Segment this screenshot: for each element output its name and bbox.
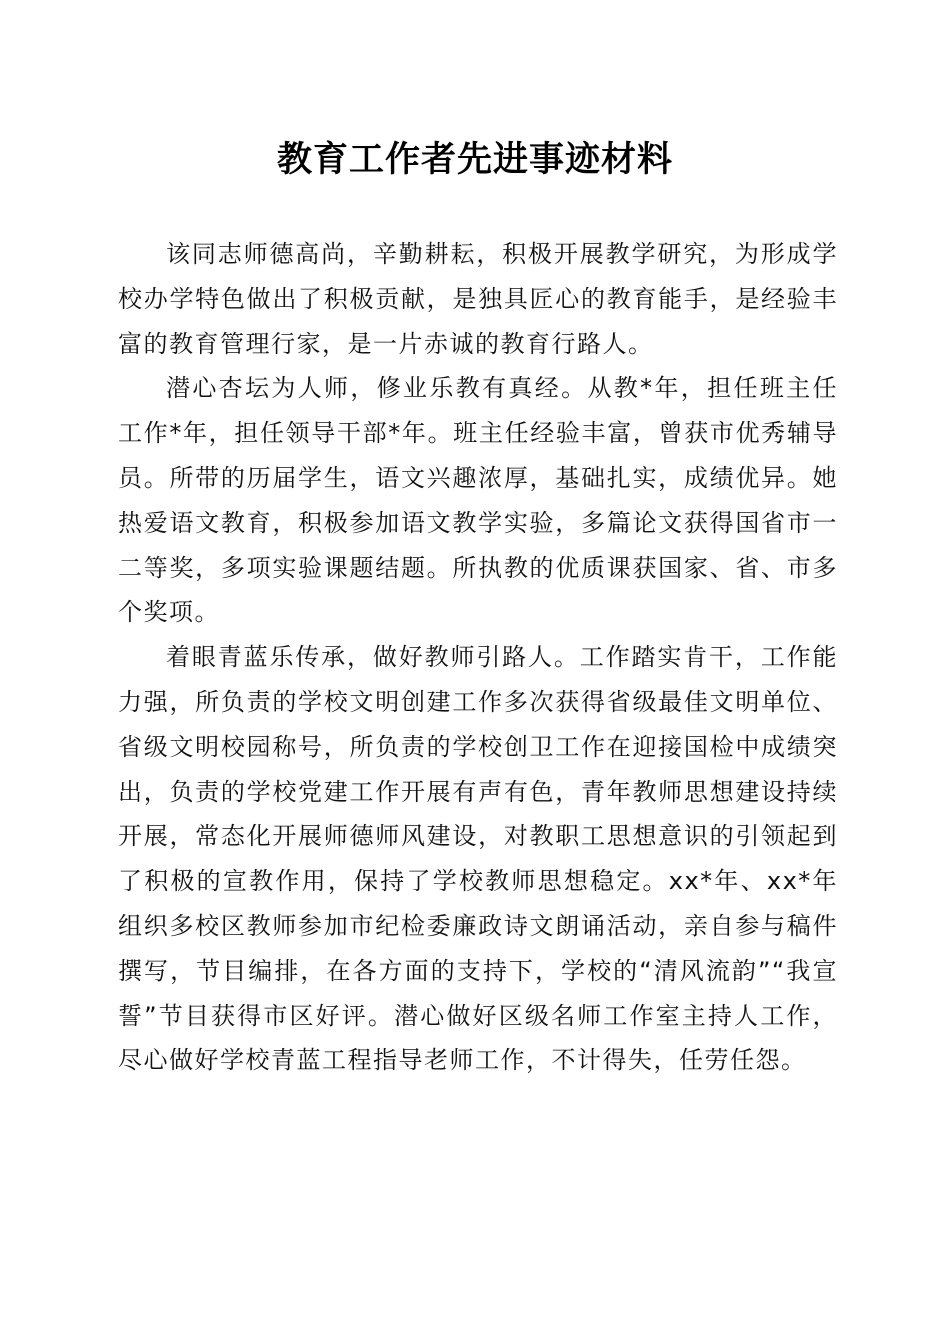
paragraph-teaching: 潜心杏坛为人师，修业乐教有真经。从教*年，担任班主任工作*年，担任领导干部*年。班主任经验丰富，曾获市优秀辅导员。所带的历届学生，语文兴趣浓厚，基础扎实，成绩优异。她热爱语文教育，积极参加语文教学实验，多篇论文获得国省市一二等奖，多项实验课题结题。所执教的优质课获国家、省、市多个奖项。 — [118, 374, 838, 627]
paragraph-mentoring: 着眼青蓝乐传承，做好教师引路人。工作踏实肯干，工作能力强，所负责的学校文明创建工作多次获得省级最佳文明单位、省级文明校园称号，所负责的学校创卫工作在迎接国检中成绩突出，负责的学校党建工作开展有声有色，青年教师思想建设持续开展，常态化开展师德师风建设，对教职工思想意识的引领起到了积极的宣教作用，保持了学校教师思想稳定。xx*年、xx*年组织多校区教师参加市纪检委廉政诗文朗诵活动，亲自参与稿件撰写，节目编排，在各方面的支持下，学校的“清风流韵”“我宣誓”节目获得市区好评。潜心做好区级名师工作室主持人工作，尽心做好学校青蓝工程指导老师工作，不计得失，任劳任怨。 — [118, 643, 838, 1075]
document-title: 教育工作者先进事迹材料 — [276, 139, 673, 180]
document-body — [118, 232, 838, 1083]
paragraph-intro: 该同志师德高尚，辛勤耕耘，积极开展教学研究，为形成学校办学特色做出了积极贡献，是独具匠心的教育能手，是经验丰富的教育管理行家，是一片赤诚的教育行路人。 — [118, 240, 838, 358]
